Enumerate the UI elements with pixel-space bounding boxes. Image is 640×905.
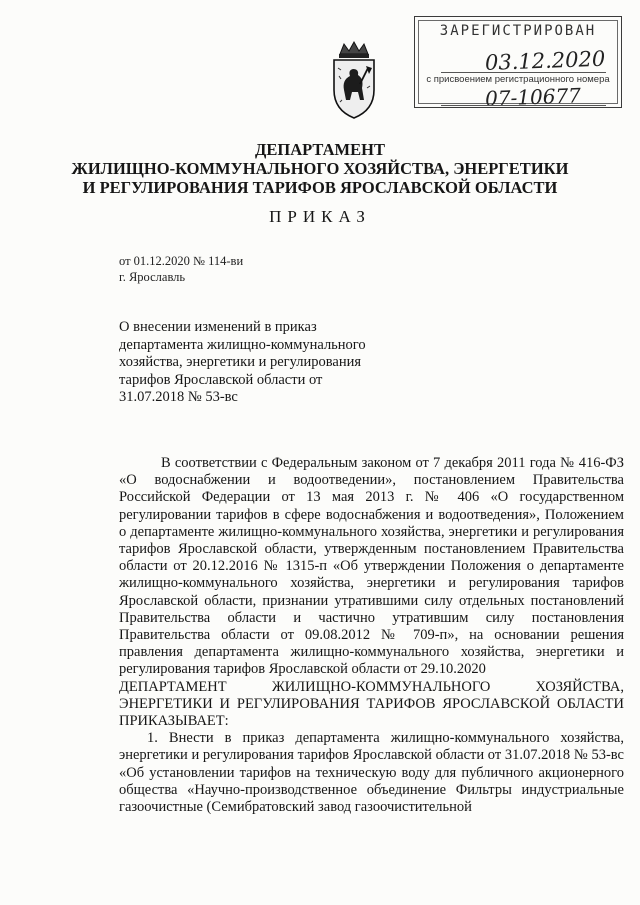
order-city: г. Ярославль: [119, 270, 186, 284]
decree-paragraph: ДЕПАРТАМЕНТ ЖИЛИЩНО-КОММУНАЛЬНОГО ХОЗЯЙСТВА, ЭНЕРГЕТИКИ И РЕГУЛИРОВАНИЯ ТАРИФОВ ЯРОСЛАВСКОЙ ОБЛАСТИ ПРИКАЗЫВАЕТ:: [119, 678, 624, 730]
order-subject: О внесении изменений в приказ департамента жилищно-коммунального хозяйства, энергетики и регулирования тарифов Ярославской области от 31.07.2018 № 53-вс: [119, 319, 366, 406]
header-line-2: ЖИЛИЩНО-КОММУНАЛЬНОГО ХОЗЯЙСТВА, ЭНЕРГЕТИКИ: [71, 159, 569, 178]
order-meta: [119, 253, 243, 285]
order-date-number: от 01.12.2020 № 114-ви: [119, 254, 244, 268]
stamp-registration-number: 07-10677: [484, 83, 582, 111]
stamp-note: с присвоением регистрационного номера: [426, 74, 610, 85]
preamble-paragraph: В соответствии с Федеральным законом от 7 декабря 2011 года № 416-ФЗ «О водоснабжении и водоотведении», постановлением Правительства Российской Федерации от 13 мая 2013 г. № 406 «О государственном регулировании тарифов в сфере водоснабжения и водоотведения», Положением о департаменте жилищно-коммунального хозяйства, энергетики и регулирования тарифов Ярославской области, утвержденным постановлением Правительства области от 20.12.2016 № 1315-п «Об утверждении Положения о департаменте жилищно-коммунального хозяйства, энергетики и регулирования тарифов Ярославской области, признании утратившими силу отдельных постановлений Правительства области и частично утратившим силу постановления Правительства области от 09.08.2012 № 709-п», на основании решения правления департамента жилищно-коммунального хозяйства, энергетики и регулирования тарифов Ярославской области от 29.10.2020: [119, 455, 624, 678]
header-line-3: И РЕГУЛИРОВАНИЯ ТАРИФОВ ЯРОСЛАВСКОЙ ОБЛАСТИ: [82, 178, 558, 197]
registration-stamp: [414, 16, 622, 111]
stamp-title: ЗАРЕГИСТРИРОВАН: [439, 23, 597, 39]
order-body: [119, 455, 624, 816]
item-1-paragraph: 1. Внести в приказ департамента жилищно-коммунального хозяйства, энергетики и регулирования тарифов Ярославской области от 31.07.2018 № 53-вс «Об установлении тарифов на техническую воду для публичного акционерного общества «Научно-производственное объединение Фильтры индустриальные газоочистные (Семибратовский завод газоочистительной: [119, 730, 624, 816]
stamp-number-line: [441, 105, 606, 106]
header-line-1: ДЕПАРТАМЕНТ: [255, 140, 385, 159]
stamp-date-line: [441, 72, 606, 73]
department-header: [60, 140, 580, 197]
yaroslavl-coat-of-arms-icon: [326, 40, 382, 122]
stamp-date: 03.12.2020: [484, 46, 606, 75]
order-title: ПРИКАЗ: [269, 207, 371, 226]
